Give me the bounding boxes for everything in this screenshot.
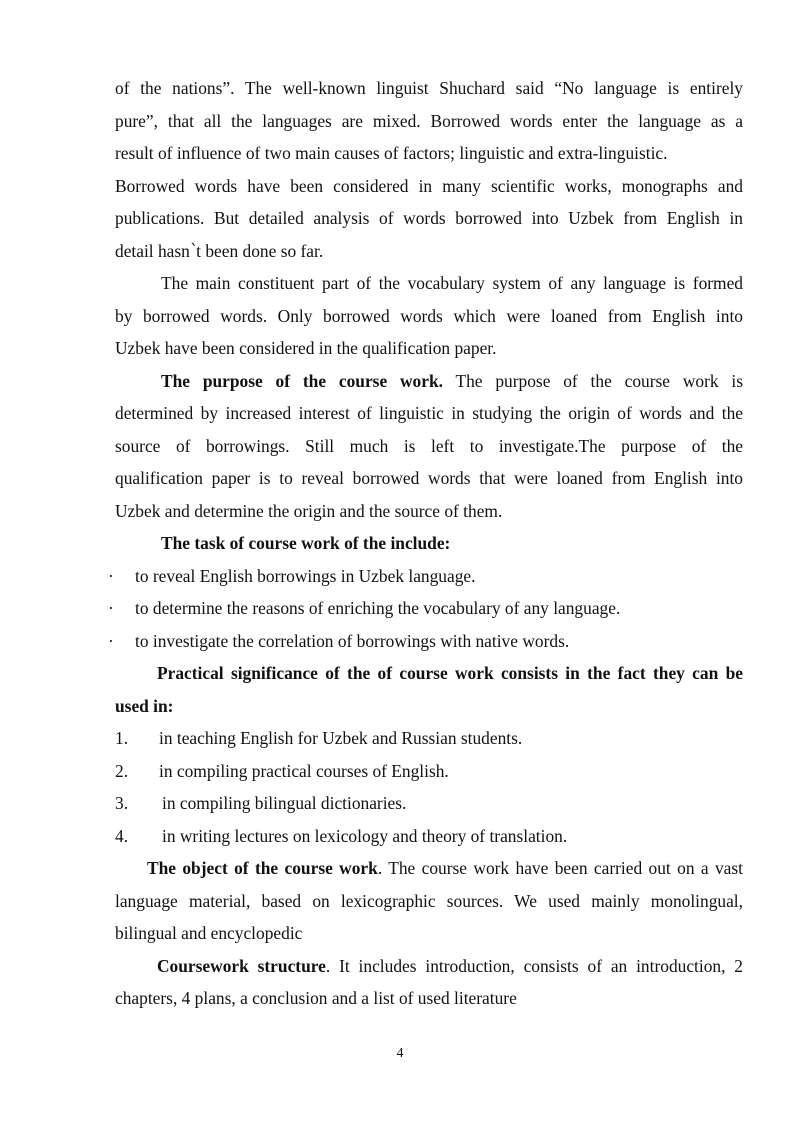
object-line-3: bilingual and encyclopedic <box>115 923 303 943</box>
purpose-line-5: Uzbek and determine the origin and the source of them. <box>115 500 503 521</box>
structure-line-2: chapters, 4 plans, a conclusion and a list of used literature <box>115 988 517 1008</box>
page-number: 4 <box>396 1046 404 1061</box>
structure-line-1: Coursework structure. It includes introduction, consists of an introduction, 2 <box>157 955 743 976</box>
intro-line-1: of the nations”. The well-known linguist Shuchard said “No language is entirely <box>115 78 743 98</box>
document-page <box>108 72 743 1015</box>
intro-line-2: pure”, that all the languages are mixed. Borrowed words enter the language as a <box>115 110 743 131</box>
task-item: · to investigate the correlation of borrowings with native words. <box>108 625 736 658</box>
bullet-icon: · <box>108 598 114 618</box>
numbered-item: 1. in teaching English for Uzbek and Russian students. <box>115 728 523 748</box>
bullet-icon: · <box>108 565 114 586</box>
vocab-line-2: by borrowed words. Only borrowed words which were loaned from English into <box>115 305 743 326</box>
task-item: · to determine the reasons of enriching the vocabulary of any language. <box>108 592 736 625</box>
object-heading: The object of the course work <box>147 858 378 878</box>
bullet-icon: · <box>108 630 114 651</box>
purpose-line-2: determined by increased interest of linguistic in studying the origin of words and the <box>115 403 743 423</box>
practical-heading-line-2: used in: <box>115 695 174 716</box>
vocab-line-3: Uzbek have been considered in the qualification paper. <box>115 338 497 358</box>
task-item: · to reveal English borrowings in Uzbek language. <box>108 560 736 593</box>
purpose-line-1 <box>115 365 743 398</box>
numbered-item: 2. in compiling practical courses of English. <box>115 760 449 781</box>
vocab-line-1: The main constituent part of the vocabulary system of any language is formed <box>161 273 743 293</box>
intro-line-4: Borrowed words have been considered in many scientific works, monographs and <box>115 175 743 196</box>
task-heading: The task of course work of the include: <box>161 533 451 553</box>
intro-line-5: publications. But detailed analysis of words borrowed into Uzbek from English in <box>115 208 743 228</box>
object-line-2: language material, based on lexicographic sources. We used mainly monolingual, <box>115 890 743 911</box>
intro-line-3: result of influence of two main causes of factors; linguistic and extra-linguistic. <box>115 143 668 163</box>
purpose-line-3: source of borrowings. Still much is left to investigate.The purpose of the <box>115 435 743 456</box>
object-line-1: The object of the course work. The course work have been carried out on a vast <box>147 858 743 878</box>
numbered-item: 3. in compiling bilingual dictionaries. <box>115 793 407 813</box>
practical-heading-line-1: Practical significance of the of course work consists in the fact they can be <box>157 663 743 683</box>
structure-heading: Coursework structure <box>157 955 326 976</box>
numbered-item: 4. in writing lectures on lexicology and theory of translation. <box>115 825 568 846</box>
intro-line-6: detail hasn՝t been done so far. <box>115 240 324 261</box>
purpose-heading: The purpose of the course work. <box>161 370 443 391</box>
purpose-line-1-text: The purpose of the course work is <box>442 370 743 391</box>
purpose-line-4: qualification paper is to reveal borrowed words that were loaned from English into <box>115 468 743 488</box>
